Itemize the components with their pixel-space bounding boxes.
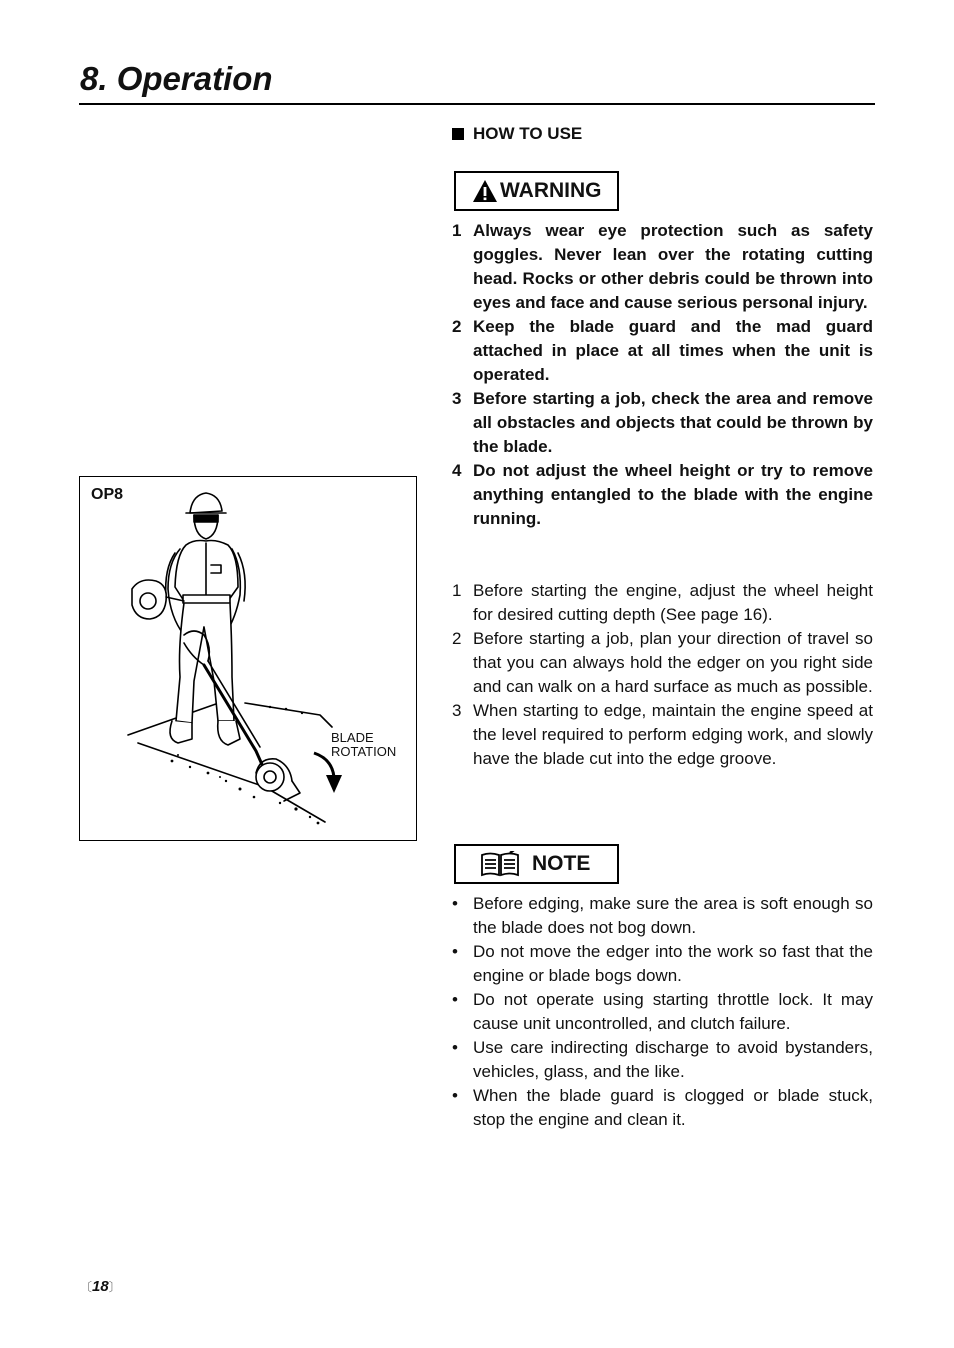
list-item: 4 Do not adjust the wheel height or try to remove anything entangled to the blade with the engine running. bbox=[452, 461, 873, 528]
figure-label: OP8 bbox=[91, 486, 124, 503]
list-item: 1 Before starting the engine, adjust the wheel height for desired cutting depth (See page 16). bbox=[452, 581, 873, 624]
warning-list bbox=[452, 219, 873, 531]
note-label-box bbox=[454, 844, 619, 884]
procedure-list bbox=[452, 579, 873, 771]
list-item: • Use care indirecting discharge to avoid bystanders, vehicles, glass, and the like. bbox=[452, 1038, 873, 1081]
warning-label-box bbox=[454, 171, 619, 211]
list-item: • Before edging, make sure the area is soft enough so the blade does not bog down. bbox=[452, 894, 873, 937]
note-book-icon bbox=[480, 851, 520, 877]
warning-label: WARNING bbox=[500, 179, 602, 202]
note-list bbox=[452, 892, 873, 1132]
section-heading: HOW TO USE bbox=[452, 124, 582, 144]
page-number: 〔18〕 bbox=[80, 1278, 121, 1295]
rotation-arrow-icon bbox=[314, 753, 342, 793]
title-divider bbox=[79, 103, 875, 105]
warning-triangle-icon bbox=[472, 179, 498, 203]
list-item: • Do not operate using starting throttle lock. It may cause unit uncontrolled, and clutch failure. bbox=[452, 990, 873, 1033]
list-item: 2 Keep the blade guard and the mad guard attached in place at all times when the unit is operated. bbox=[452, 317, 873, 384]
edger-operator-illustration bbox=[80, 477, 418, 842]
list-item: 3 When starting to edge, maintain the engine speed at the level required to perform edging work, and slowly have the blade cut into the edge groove. bbox=[452, 701, 873, 768]
figure-op8 bbox=[79, 476, 417, 841]
note-label: NOTE bbox=[532, 852, 591, 875]
list-item: • When the blade guard is clogged or blade stuck, stop the engine and clean it. bbox=[452, 1086, 873, 1129]
square-bullet-icon bbox=[452, 128, 464, 140]
list-item: 3 Before starting a job, check the area and remove all obstacles and objects that could be thrown by the blade. bbox=[452, 389, 873, 456]
list-item: 1 Always wear eye protection such as safety goggles. Never lean over the rotating cutting head. Rocks or other debris could be thrown into eyes and face and cause serious personal injury. bbox=[452, 221, 873, 312]
list-item: 2 Before starting a job, plan your direction of travel so that you can always hold the edger on you right side and can walk on a hard surface as much as possible. bbox=[452, 629, 873, 696]
blade-rotation-callout: BLADE ROTATION bbox=[331, 730, 397, 759]
list-item: • Do not move the edger into the work so fast that the engine or blade bogs down. bbox=[452, 942, 873, 985]
page-title: 8. Operation bbox=[80, 60, 273, 97]
